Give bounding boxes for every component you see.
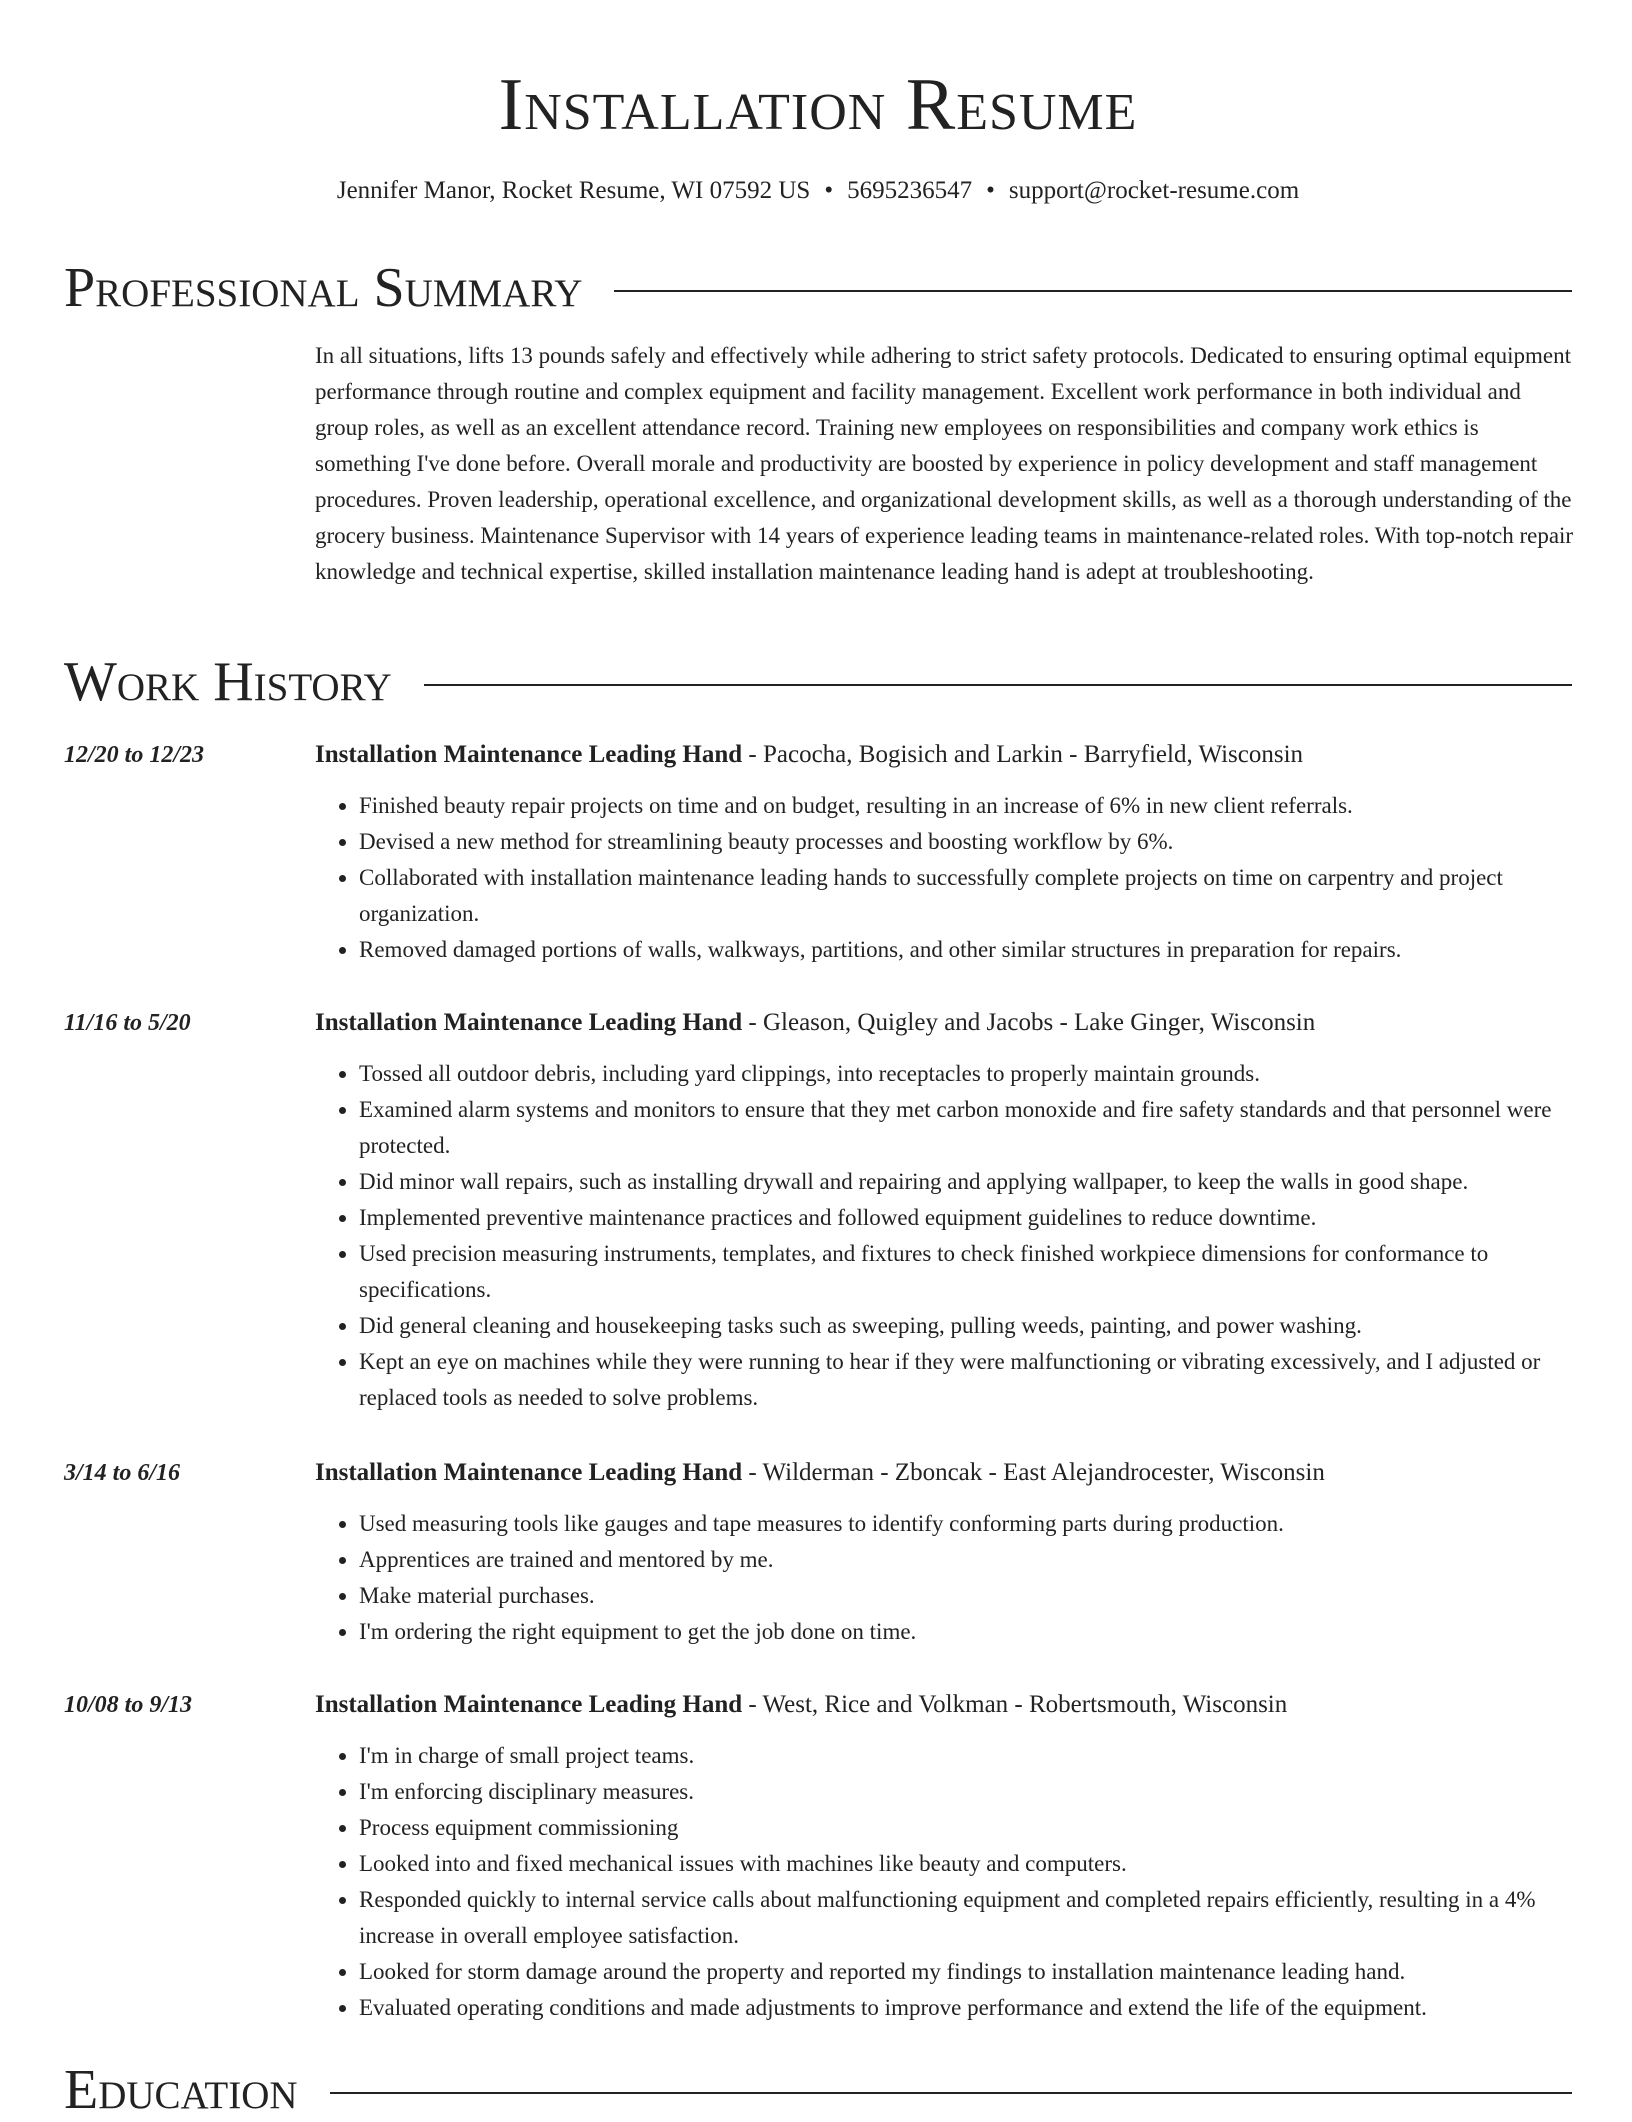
job-dates: 10/08 to 9/13: [64, 1692, 193, 1718]
list-item: • Used precision measuring instruments, templates, and fixtures to check finished workpiece dimensions for conformance to specifications.: [359, 1236, 1575, 1308]
list-item: • Process equipment commissioning: [359, 1810, 1575, 1846]
section-divider: [330, 2092, 1572, 2094]
summary-text: In all situations, lifts 13 pounds safely and effectively while adhering to strict safety protocols. Dedicated to ensuring optimal equipment performance through routine and complex equipment and facility management. Excellent work performance in both individual and group roles, as well as an excellent attendance record. Training new employees on responsibilities and company work ethics is something I've done before. Overall morale and productivity are boosted by experience in policy development and staff management procedures. Proven leadership, operational excellence, and organizational development skills, as well as a thorough understanding of the grocery business. Maintenance Supervisor with 14 years of experience leading teams in maintenance-related roles. With top-notch repair knowledge and technical expertise, skilled installation maintenance leading hand is adept at troubleshooting.: [315, 343, 1574, 584]
list-item: • Removed damaged portions of walls, walkways, partitions, and other similar structures in preparation for repairs.: [359, 932, 1575, 968]
list-item: • I'm enforcing disciplinary measures.: [359, 1774, 1575, 1810]
contact-separator: •: [986, 177, 995, 204]
list-item: • Make material purchases.: [359, 1578, 1575, 1614]
contact-separator: •: [824, 177, 834, 204]
job-bullets: [315, 1738, 1575, 2026]
list-item: • Did general cleaning and housekeeping tasks such as sweeping, pulling weeds, painting, and power washing.: [359, 1308, 1575, 1344]
section-divider: [424, 684, 1572, 686]
contact-email: support@rocket-resume.com: [1008, 177, 1300, 204]
job-title-line: [315, 738, 1303, 772]
list-item: • Kept an eye on machines while they were running to hear if they were malfunctioning or vibrating excessively, and I adjusted or replaced tools as needed to solve problems.: [359, 1344, 1575, 1416]
job-role: Installation Maintenance Leading Hand: [315, 1009, 743, 1036]
list-item: • Looked for storm damage around the property and reported my findings to installation maintenance leading hand.: [359, 1954, 1575, 1990]
job-bullets: [315, 1056, 1575, 1416]
list-item: • Tossed all outdoor debris, including yard clippings, into receptacles to properly maintain grounds.: [359, 1056, 1575, 1092]
job-company: - Wilderman - Zboncak - East Alejandrocester, Wisconsin: [742, 1459, 1325, 1486]
job-company: - Gleason, Quigley and Jacobs - Lake Ginger, Wisconsin: [742, 1009, 1316, 1036]
list-item: • Examined alarm systems and monitors to ensure that they met carbon monoxide and fire safety standards and that personnel were protected.: [359, 1092, 1575, 1164]
list-item: • Looked into and fixed mechanical issues with machines like beauty and computers.: [359, 1846, 1575, 1882]
job-title-line: [315, 1006, 1315, 1040]
contact-address: Jennifer Manor, Rocket Resume, WI 07592 US: [336, 177, 811, 204]
list-item: • Finished beauty repair projects on time and on budget, resulting in an increase of 6% in new client referrals.: [359, 788, 1575, 824]
job-role: Installation Maintenance Leading Hand: [315, 1691, 743, 1718]
list-item: • Used measuring tools like gauges and tape measures to identify conforming parts during production.: [359, 1506, 1575, 1542]
job-title-line: [315, 1456, 1325, 1490]
job-bullets: [315, 1506, 1575, 1650]
job-role: Installation Maintenance Leading Hand: [315, 741, 743, 768]
list-item: • Did minor wall repairs, such as installing drywall and repairing and applying wallpaper, to keep the walls in good shape.: [359, 1164, 1575, 1200]
list-item: • Collaborated with installation maintenance leading hands to successfully complete projects on time on carpentry and project organization.: [359, 860, 1575, 932]
list-item: • Devised a new method for streamlining beauty processes and boosting workflow by 6%.: [359, 824, 1575, 860]
job-dates: 11/16 to 5/20: [64, 1010, 191, 1036]
section-heading-education: [64, 2058, 1572, 2122]
job-bullets: [315, 788, 1575, 968]
job-title-line: [315, 1688, 1287, 1722]
section-heading-work-history: [64, 650, 1572, 714]
list-item: • I'm ordering the right equipment to get the job done on time.: [359, 1614, 1575, 1650]
job-dates: 12/20 to 12/23: [64, 742, 205, 768]
list-item: • Responded quickly to internal service calls about malfunctioning equipment and completed repairs efficiently, resulting in a 4% increase in overall employee satisfaction.: [359, 1882, 1575, 1954]
section-title: Professional Summary: [64, 257, 583, 319]
section-divider: [614, 290, 1572, 292]
section-title: Education: [64, 2059, 298, 2121]
list-item: • Apprentices are trained and mentored by me.: [359, 1542, 1575, 1578]
job-company: - West, Rice and Volkman - Robertsmouth, Wisconsin: [742, 1691, 1288, 1718]
list-item: • Implemented preventive maintenance practices and followed equipment guidelines to reduce downtime.: [359, 1200, 1575, 1236]
contact-phone: 5695236547: [847, 177, 973, 204]
list-item: • I'm in charge of small project teams.: [359, 1738, 1575, 1774]
section-heading-summary: [64, 256, 1572, 320]
list-item: • Evaluated operating conditions and made adjustments to improve performance and extend the life of the equipment.: [359, 1990, 1575, 2026]
job-role: Installation Maintenance Leading Hand: [315, 1459, 743, 1486]
section-title: Work History: [64, 651, 392, 713]
resume-title: Installation Resume: [498, 64, 1138, 146]
job-company: - Pacocha, Bogisich and Larkin - Barryfield, Wisconsin: [742, 741, 1304, 768]
contact-line: [64, 174, 1572, 208]
job-dates: 3/14 to 6/16: [64, 1460, 181, 1486]
